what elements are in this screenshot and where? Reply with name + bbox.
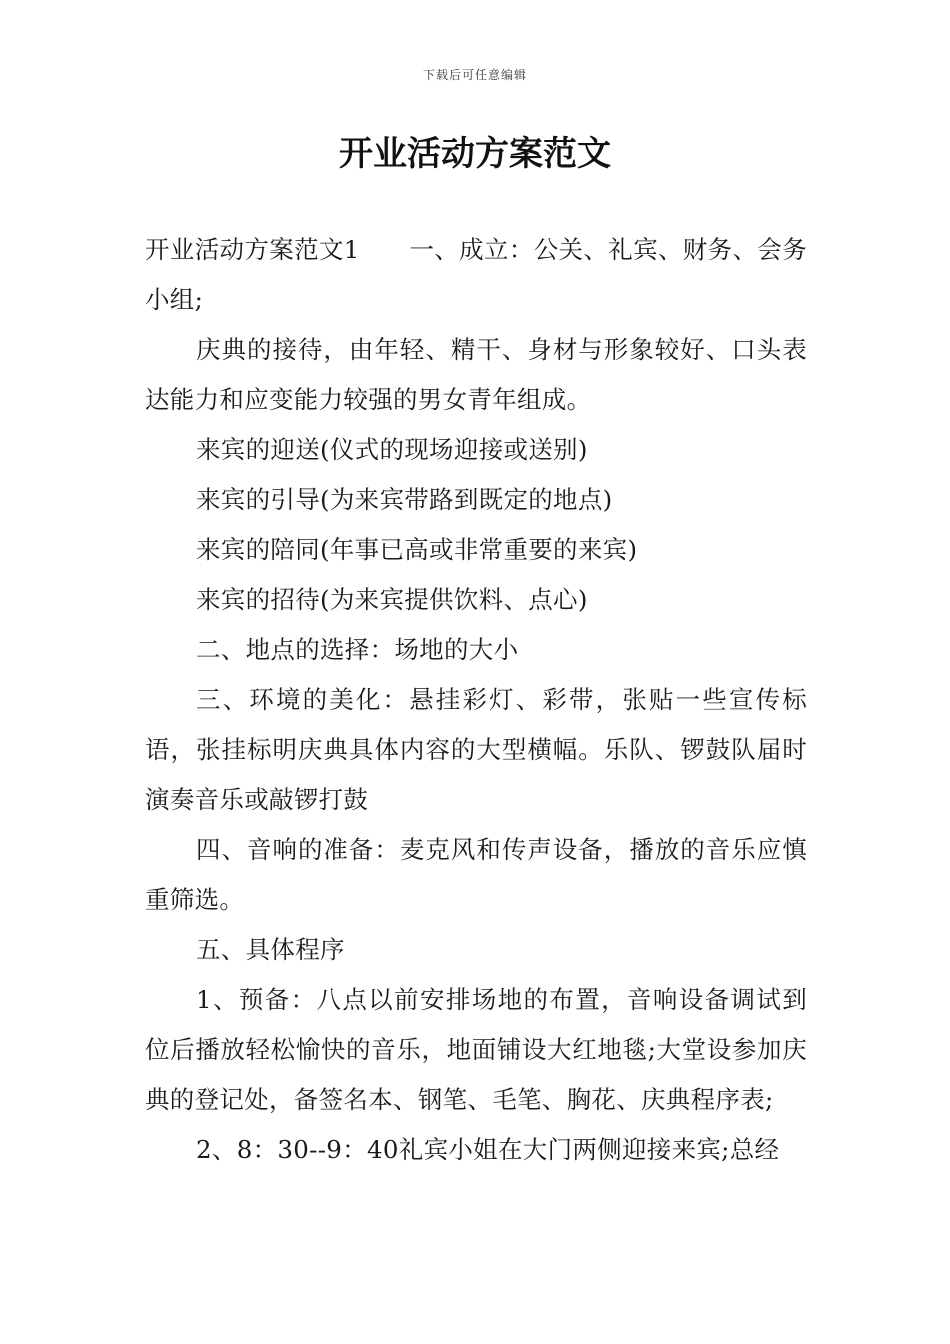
paragraph-1: 开业活动方案范文1 一、成立：公关、礼宾、财务、会务小组; <box>145 235 807 314</box>
document-body <box>145 225 807 1175</box>
paragraph-5: 来宾的陪同(年事已高或非常重要的来宾) <box>196 535 638 564</box>
document-title: 开业活动方案范文 <box>339 134 611 174</box>
paragraph-12: 2、8：30--9：40礼宾小姐在大门两侧迎接来宾;总经 <box>196 1135 780 1164</box>
paragraph-7: 二、地点的选择：场地的大小 <box>196 635 519 664</box>
paragraph-9: 四、音响的准备：麦克风和传声设备，播放的音乐应慎重筛选。 <box>145 835 807 914</box>
paragraph-4: 来宾的引导(为来宾带路到既定的地点) <box>196 485 613 514</box>
paragraph-6: 来宾的招待(为来宾提供饮料、点心) <box>196 585 588 614</box>
paragraph-11: 1、预备：八点以前安排场地的布置，音响设备调试到位后播放轻松愉快的音乐，地面铺设大红地毯;大堂设参加庆典的登记处，备签名本、钢笔、毛笔、胸花、庆典程序表; <box>145 985 807 1114</box>
header-note: 下载后可任意编辑 <box>422 68 527 82</box>
paragraph-8: 三、环境的美化：悬挂彩灯、彩带，张贴一些宣传标语，张挂标明庆典具体内容的大型横幅。乐队、锣鼓队届时演奏音乐或敲锣打鼓 <box>145 685 807 814</box>
paragraph-3: 来宾的迎送(仪式的现场迎接或送别) <box>196 435 588 464</box>
paragraph-10: 五、具体程序 <box>196 935 345 964</box>
paragraph-2: 庆典的接待，由年轻、精干、身材与形象较好、口头表达能力和应变能力较强的男女青年组成。 <box>145 335 807 414</box>
